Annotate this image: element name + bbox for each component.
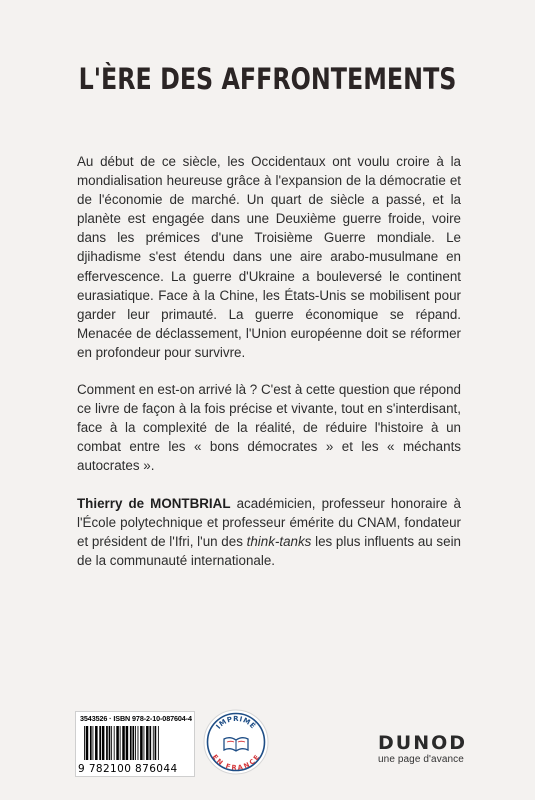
barcode-bar bbox=[144, 726, 145, 760]
barcode-bar bbox=[149, 726, 151, 760]
barcode-bar bbox=[126, 726, 129, 760]
barcode-bar bbox=[116, 726, 119, 760]
barcode-number: 9 782100 876044 bbox=[78, 763, 178, 775]
barcode-bar bbox=[140, 726, 143, 760]
barcode-bar bbox=[86, 726, 89, 760]
barcode-bar bbox=[135, 726, 136, 760]
barcode-bar bbox=[130, 726, 132, 760]
barcode-bar bbox=[84, 726, 85, 760]
isbn-barcode bbox=[75, 711, 195, 777]
author-name: Thierry de MONTBRIAL bbox=[77, 495, 231, 511]
barcode-bar bbox=[114, 726, 115, 760]
barcode-bar bbox=[122, 726, 125, 760]
isbn-label: 3543526 · ISBN 978-2-10-087604-4 bbox=[80, 714, 192, 723]
publisher-logo bbox=[378, 733, 467, 765]
barcode-bar bbox=[132, 726, 134, 760]
imprime-en-france-badge bbox=[203, 709, 269, 775]
publisher-tagline: une page d'avance bbox=[378, 754, 464, 765]
summary-paragraph-2: Comment en est-on arrivé là ? C'est à cette question que répond ce livre de façon à la fois précise et vivante, tout en s'interdisant, face à la complexité de la réalité, de réduire l'histoire à un combat entre les « bons démocrates » et les « méchants autocrates ». bbox=[77, 382, 461, 474]
badge-bottom-text: EN FRANCE bbox=[210, 753, 262, 772]
author-bio-italic: think-tanks bbox=[246, 533, 312, 549]
barcode-bar bbox=[155, 726, 157, 760]
book-title: L'ÈRE DES AFFRONTEMENTS bbox=[78, 62, 457, 96]
barcode-bar bbox=[109, 726, 111, 760]
barcode-bar bbox=[90, 726, 92, 760]
summary-paragraph-1: Au début de ce siècle, les Occidentaux ont voulu croire à la mondialisation heureuse grâce à l'expansion de la démocratie et de l'économie de marché. Un quart de siècle a passé, et la planète est engagée dans une Deuxième guerre froide, voire dans les prémices d'une Troisième Guerre mondiale. Le djihadisme s'est étendu dans une aire arabo-musulmane en effervescence. La guerre d'Ukraine a bouleversé le continent eurasiatique. Face à la Chine, les États-Unis se mobilisent pour garder leur primauté. La guerre économique se répand. Menacée de déclassement, l'Union européenne doit se réformer en profondeur pour survivre. bbox=[77, 154, 461, 360]
barcode-bar bbox=[111, 726, 112, 760]
barcode-bars bbox=[82, 726, 190, 762]
barcode-bar bbox=[93, 726, 94, 760]
barcode-bar bbox=[99, 726, 101, 760]
author-bio-part-2: les plus influents au sein de la communauté internationale. bbox=[77, 533, 461, 568]
barcode-bar bbox=[102, 726, 105, 760]
back-cover-text bbox=[77, 152, 461, 570]
author-bio-part-1: académicien, professeur honoraire à l'École polytechnique et professeur émérite du CNAM, fondateur et président de l'Ifri, l'un des bbox=[77, 495, 462, 549]
barcode-bar bbox=[106, 726, 108, 760]
author-paragraph bbox=[77, 494, 461, 570]
barcode-bar bbox=[95, 726, 98, 760]
badge-top-text: IMPRIMÉ bbox=[214, 714, 258, 731]
barcode-bar bbox=[158, 726, 159, 760]
publisher-name: DUNOD bbox=[378, 732, 468, 754]
barcode-bar bbox=[138, 726, 139, 760]
barcode-bar bbox=[146, 726, 149, 760]
barcode-bar bbox=[120, 726, 121, 760]
barcode-bar bbox=[153, 726, 154, 760]
